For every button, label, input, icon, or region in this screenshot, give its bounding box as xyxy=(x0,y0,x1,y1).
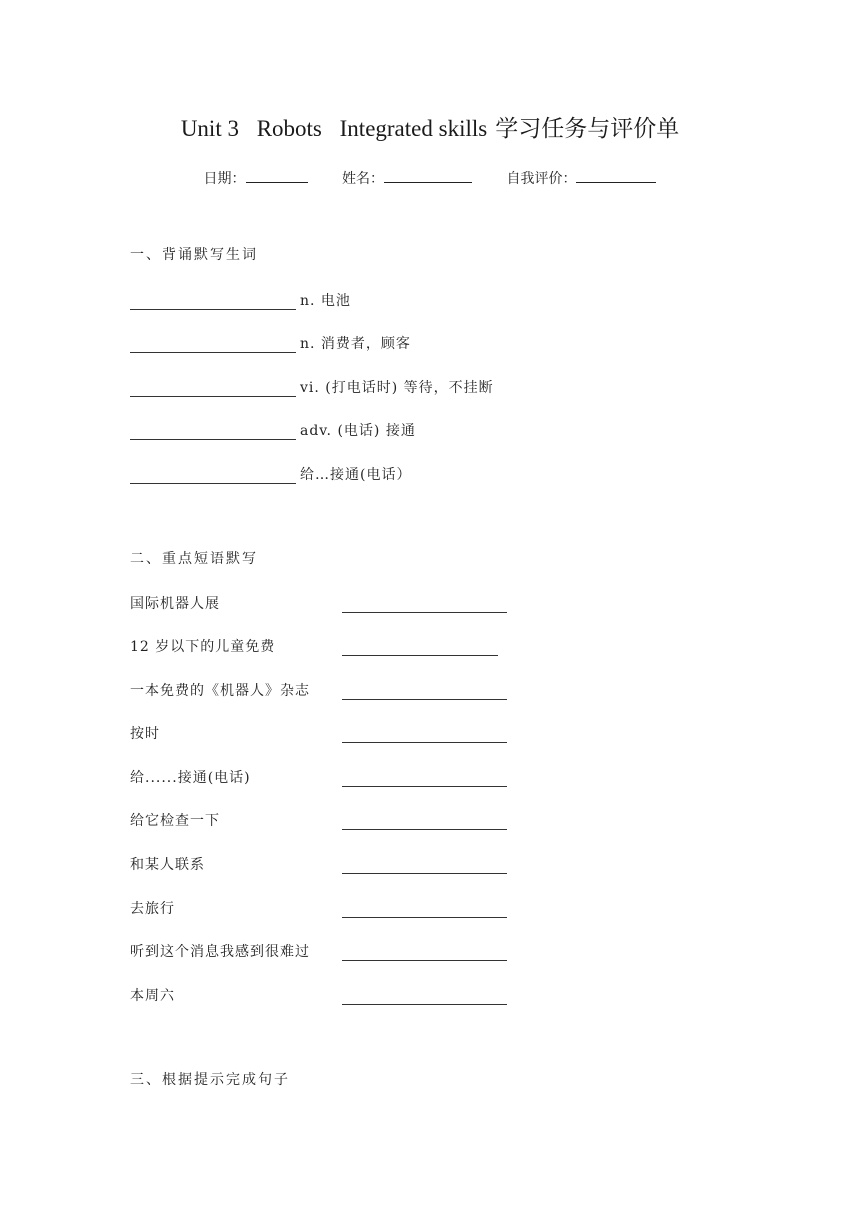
vocab-blank[interactable] xyxy=(130,293,296,310)
phrase-blank[interactable] xyxy=(342,726,507,743)
phrase-row xyxy=(130,591,507,613)
page-title xyxy=(0,110,860,143)
phrase-row xyxy=(130,896,507,918)
phrase-blank[interactable] xyxy=(342,988,507,1005)
phrase-prompt: 听到这个消息我感到很难过 xyxy=(130,944,310,960)
vocab-meaning: n. 消费者，顾客 xyxy=(300,336,411,352)
phrase-row xyxy=(130,852,507,874)
phrase-blank[interactable] xyxy=(342,857,507,874)
self-eval-field xyxy=(506,168,656,188)
vocab-blank[interactable] xyxy=(130,467,296,484)
name-label: 姓名： xyxy=(342,171,384,187)
vocab-blank[interactable] xyxy=(130,423,296,440)
vocab-meaning: n. 电池 xyxy=(300,293,351,309)
title-lesson: Integrated skills xyxy=(339,116,488,141)
phrase-prompt: 去旅行 xyxy=(130,901,175,917)
phrase-row xyxy=(130,983,507,1005)
phrase-row xyxy=(130,678,507,700)
phrase-blank[interactable] xyxy=(342,683,507,700)
self-eval-blank[interactable] xyxy=(576,168,656,183)
vocab-row xyxy=(130,418,416,440)
vocab-row xyxy=(130,331,411,353)
vocab-row xyxy=(130,288,351,310)
phrase-blank[interactable] xyxy=(342,770,507,787)
section-vocabulary-heading: 一、背诵默写生词 xyxy=(130,247,258,263)
phrase-blank[interactable] xyxy=(342,944,507,961)
phrase-blank[interactable] xyxy=(342,596,507,613)
vocab-meaning: vi. (打电话时) 等待，不挂断 xyxy=(300,380,494,396)
phrase-prompt: 给它检查一下 xyxy=(130,813,220,829)
phrase-prompt: 12 岁以下的儿童免费 xyxy=(130,639,276,655)
vocab-meaning: adv. (电话) 接通 xyxy=(300,423,416,439)
title-topic: Robots xyxy=(256,116,322,141)
student-info-row xyxy=(0,168,860,188)
phrase-prompt: 一本免费的《机器人》杂志 xyxy=(130,683,310,699)
name-field xyxy=(342,168,472,188)
name-blank[interactable] xyxy=(384,168,472,183)
phrase-prompt: 和某人联系 xyxy=(130,857,205,873)
vocab-row xyxy=(130,462,411,484)
vocab-blank[interactable] xyxy=(130,336,296,353)
phrase-row xyxy=(130,808,507,830)
phrase-blank[interactable] xyxy=(342,639,498,656)
phrase-prompt: 本周六 xyxy=(130,988,175,1004)
section-sentences-heading: 三、根据提示完成句子 xyxy=(130,1072,290,1088)
phrase-row xyxy=(130,721,507,743)
vocab-meaning: 给…接通(电话） xyxy=(300,467,412,483)
title-unit: Unit 3 xyxy=(180,116,239,141)
date-blank[interactable] xyxy=(246,168,308,183)
self-eval-label: 自我评价： xyxy=(506,171,577,187)
phrase-row xyxy=(130,634,498,656)
phrase-blank[interactable] xyxy=(342,813,507,830)
phrase-prompt: 给......接通(电话) xyxy=(130,770,251,786)
phrase-prompt: 按时 xyxy=(130,726,160,742)
date-field xyxy=(204,168,308,188)
date-label: 日期： xyxy=(203,171,246,187)
title-suffix: 学习任务与评价单 xyxy=(495,116,680,141)
vocab-row xyxy=(130,375,494,397)
phrase-row xyxy=(130,939,507,961)
phrase-blank[interactable] xyxy=(342,901,507,918)
section-phrases-heading: 二、重点短语默写 xyxy=(130,551,258,567)
phrase-row xyxy=(130,765,507,787)
vocab-blank[interactable] xyxy=(130,380,296,397)
phrase-prompt: 国际机器人展 xyxy=(130,596,220,612)
